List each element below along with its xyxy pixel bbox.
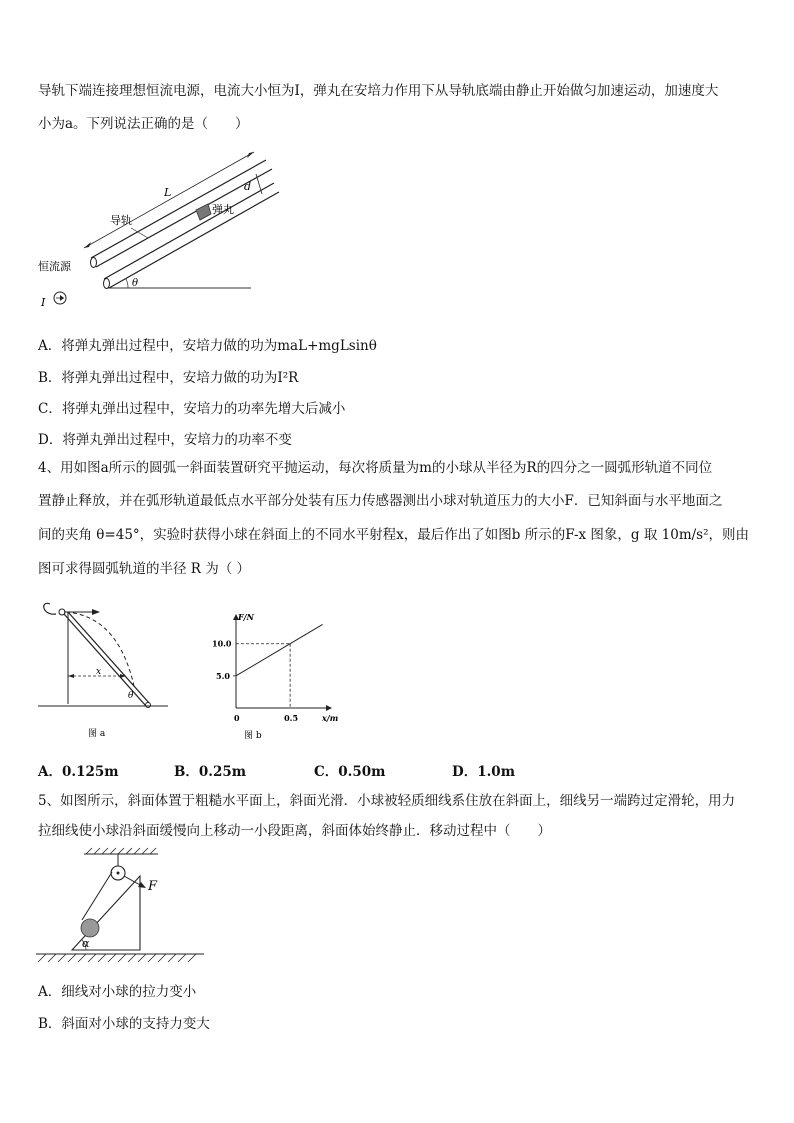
q4-text-line-3: 间的夹角 θ=45°，实验时获得小球在斜面上的不同水平射程x，最后作出了如图b 所示的F-x 图象，g 取 10m/s²，则由	[38, 527, 750, 543]
railgun-figure	[36, 148, 286, 308]
fig-a-caption: 图 a	[88, 729, 106, 739]
q4-text-line-2: 置静止释放，并在弧形轨道最低点水平部分处装有压力传感器测出小球对轨道压力的大小F．已知斜面与水平地面之	[38, 493, 723, 509]
series-line	[236, 624, 323, 675]
fig-a-arc-incline	[38, 594, 178, 744]
q5-text-line-2: 拉细线使小球沿斜面缓慢向上移动一小段距离，斜面体始终静止．移动过程中（ ）	[38, 823, 551, 839]
q4-option-a: A．0.125m	[38, 764, 119, 780]
label-alpha: α	[82, 937, 90, 950]
label-source: 恒流源	[38, 260, 71, 273]
q3-option-a: A．将弹丸弹出过程中，安培力做的功为maL+mgLsinθ	[38, 338, 377, 354]
fig-b-fx-chart	[208, 612, 338, 742]
label-projectile: 弹丸	[212, 203, 234, 216]
fig-b-caption: 图 b	[244, 731, 262, 741]
q3-option-c: C．将弹丸弹出过程中，安培力的功率先增大后减小	[38, 401, 346, 417]
q5-option-a: A．细线对小球的拉力变小	[38, 984, 197, 1000]
incline-pulley-figure	[36, 846, 206, 968]
q3-text-line-2: 小为a。下列说法正确的是（ ）	[38, 116, 249, 132]
label-rail: 导轨	[110, 214, 132, 227]
label-theta: θ	[132, 278, 139, 289]
q4-text-line-1: 4、用如图a所示的圆弧一斜面装置研究平抛运动，每次将质量为m的小球从半径为R的四分之一圆弧形轨道不同位	[38, 460, 713, 476]
fig-a-label-theta: θ	[128, 691, 134, 701]
fig-a-label-x: x	[96, 667, 102, 677]
label-F: F	[148, 879, 158, 894]
q5-option-b: B．斜面对小球的支持力变大	[38, 1016, 210, 1032]
x-axis-arrow	[326, 705, 332, 711]
y-tick-label-10: 10.0	[212, 638, 232, 649]
label-d: d	[244, 180, 252, 193]
q3-text-line-1: 导轨下端连接理想恒流电源，电流大小恒为I，弹丸在安培力作用下从导轨底端由静止开始做匀加速运动，加速度大	[38, 83, 719, 99]
projectile-shape	[196, 204, 211, 220]
label-I: I	[41, 296, 46, 308]
label-L: L	[164, 186, 172, 199]
y-tick-label-5: 5.0	[216, 670, 230, 681]
x-tick-label-0.5: 0.5	[284, 713, 299, 723]
q3-option-b: B．将弹丸弹出过程中，安培力做的功为I²R	[38, 370, 299, 386]
q4-option-c: C．0.50m	[314, 764, 386, 780]
q5-text-line-1: 5、如图所示，斜面体置于粗糙水平面上，斜面光滑．小球被轻质细线系住放在斜面上，细线另一端跨过定滑轮，用力	[38, 793, 736, 809]
q4-option-d: D．1.0m	[452, 764, 515, 780]
q4-text-line-4: 图可求得圆弧轨道的半径 R 为（ ）	[38, 561, 251, 577]
y-axis-label: F/N	[238, 612, 254, 622]
origin-label: 0	[234, 713, 240, 723]
x-axis-label: x/m	[322, 713, 338, 723]
q3-option-d: D．将弹丸弹出过程中，安培力的功率不变	[38, 432, 292, 448]
ball-shape	[81, 919, 99, 937]
q4-option-b: B．0.25m	[174, 764, 247, 780]
